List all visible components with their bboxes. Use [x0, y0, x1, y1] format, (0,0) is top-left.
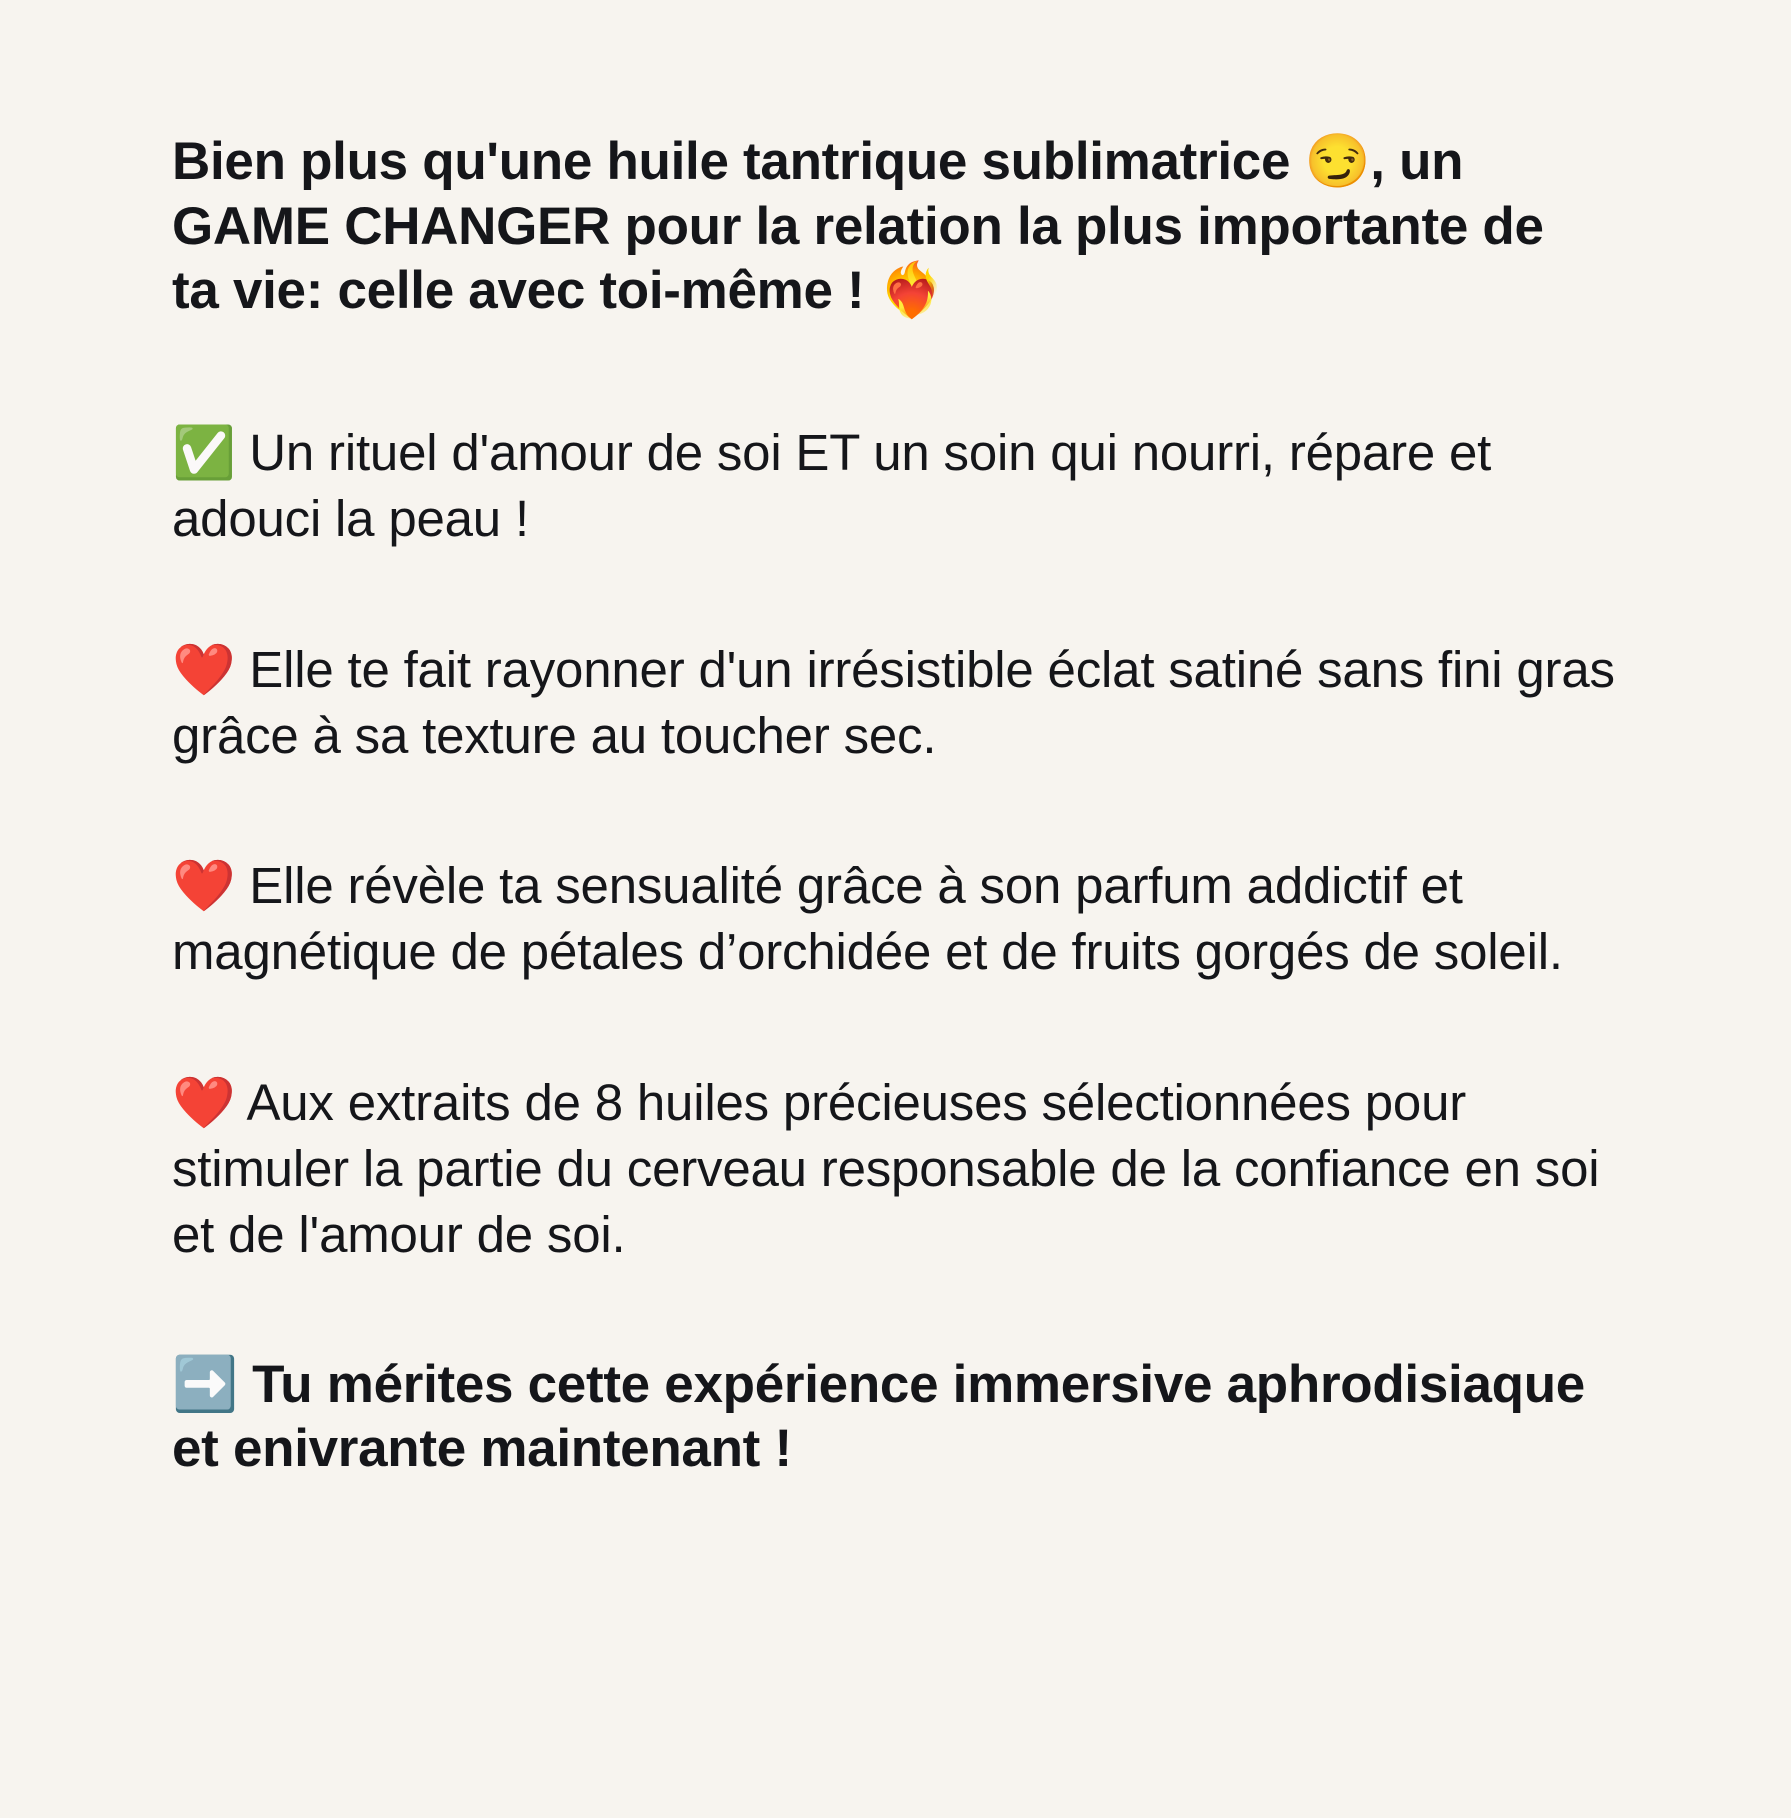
benefit-paragraph-4: ❤️ Aux extraits de 8 huiles précieuses sélectionnées pour stimuler la partie du cerveau responsable de la confiance en soi et de l'amour de soi.: [172, 1073, 1600, 1264]
headline-text: Bien plus qu'une huile tantrique sublimatrice 😏, un GAME CHANGER pour la relation la plus importante de ta vie: celle avec toi-même ! ❤️‍🔥: [172, 132, 1544, 321]
closing-call-to-action-text: ➡️ Tu mérites cette expérience immersive aphrodisiaque et enivrante maintenant !: [172, 1354, 1585, 1479]
benefit-paragraph-1: ✅ Un rituel d'amour de soi ET un soin qui nourri, répare et adouci la peau !: [172, 423, 1492, 548]
benefit-paragraph-2: ❤️ Elle te fait rayonner d'un irrésistible éclat satiné sans fini gras grâce à sa texture au toucher sec.: [172, 640, 1615, 764]
benefit-paragraph-3: ❤️ Elle révèle ta sensualité grâce à son parfum addictif et magnétique de pétales d’orchidée et de fruits gorgés de soleil.: [172, 857, 1563, 981]
